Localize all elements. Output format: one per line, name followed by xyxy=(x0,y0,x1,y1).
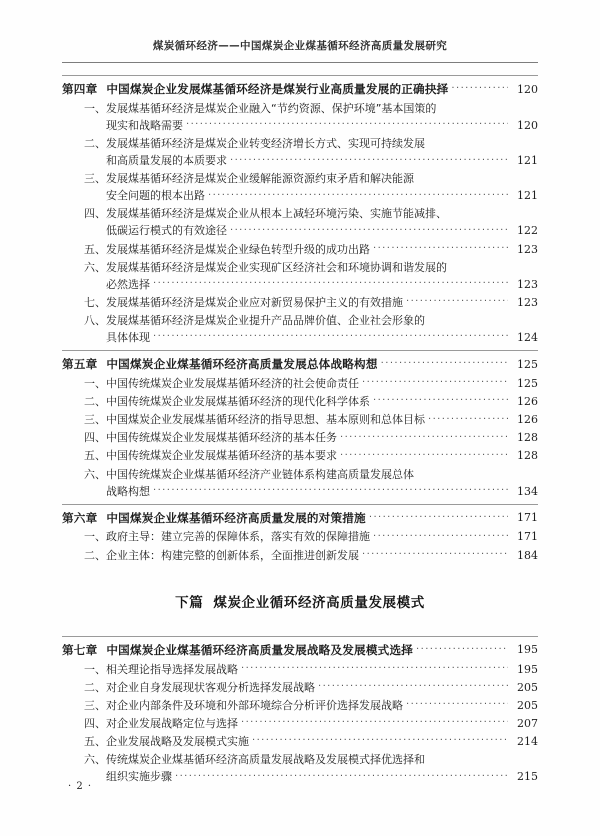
page-number: 120 xyxy=(517,82,538,96)
section-title-line-1: 发展煤基循环经济是煤炭企业实现矿区经济社会和环境协调和谐发展的 xyxy=(106,260,447,274)
section-number: 四、 xyxy=(84,716,106,730)
toc-section-entry[interactable] xyxy=(62,259,538,277)
chapter-title: 中国煤炭企业煤基循环经济高质量发展的对策措施 xyxy=(106,510,366,525)
page-number: 134 xyxy=(517,484,538,498)
toc-section-entry[interactable] xyxy=(62,751,538,769)
leader-dots xyxy=(153,484,508,499)
table-of-contents xyxy=(62,72,538,786)
leader-dots xyxy=(428,413,508,428)
toc-section-entry[interactable] xyxy=(62,100,538,118)
page-number: 123 xyxy=(517,295,538,309)
chapter-title: 中国煤炭企业发展煤基循环经济是煤炭行业高质量发展的正确抉择 xyxy=(106,82,449,96)
section-title-line-1: 中国煤炭企业发展煤基循环经济的指导思想、基本原则和总体目标 xyxy=(106,413,425,427)
section-title-line-1: 对企业发展战略定位与选择 xyxy=(106,716,238,730)
page-number: 122 xyxy=(517,224,538,238)
section-title-line-1: 发展煤基循环经济是煤炭企业转变经济增长方式、实现可持续发展 xyxy=(106,137,425,151)
leader-dots xyxy=(175,770,508,785)
leader-dots xyxy=(241,662,508,677)
section-title-line-1: 发展煤基循环经济是煤炭企业从根本上减轻环境污染、实施节能减排、 xyxy=(106,207,447,221)
section-title-line-1: 发展煤基循环经济是煤炭企业绿色转型升级的成功出路 xyxy=(106,242,370,256)
leader-dots xyxy=(373,394,508,409)
page-number: 214 xyxy=(517,735,538,748)
leader-dots xyxy=(340,431,508,446)
section-title-line-2: 组织实施步骤 xyxy=(106,770,172,784)
leader-dots xyxy=(252,734,508,749)
leader-dots xyxy=(373,530,508,545)
section-title-line-1: 企业主体：构建完整的创新体系，全面推进创新发展 xyxy=(106,548,359,562)
toc-chapter-entry[interactable] xyxy=(62,353,538,375)
section-number: 五、 xyxy=(84,735,106,748)
toc-section-entry[interactable] xyxy=(62,170,538,188)
section-number: 一、 xyxy=(84,662,106,676)
section-title-line-2: 和高质量发展的本质要求 xyxy=(106,154,227,168)
toc-section-entry[interactable] xyxy=(62,375,538,393)
section-number: 四、 xyxy=(84,207,106,221)
toc-section-entry-continuation[interactable] xyxy=(62,330,538,347)
chapter-label: 第七章 xyxy=(62,642,98,657)
toc-section-entry[interactable] xyxy=(62,715,538,733)
leader-dots xyxy=(153,330,508,345)
leader-dots xyxy=(406,295,508,310)
part-heading xyxy=(62,565,538,633)
section-number: 二、 xyxy=(84,680,106,694)
toc-section-entry-continuation[interactable] xyxy=(62,769,538,786)
section-number: 二、 xyxy=(84,548,106,562)
section-number: 六、 xyxy=(84,467,106,481)
leader-dots xyxy=(241,716,508,731)
leader-dots xyxy=(318,680,508,695)
section-title-line-1: 传统煤炭企业煤基循环经济高质量发展战略及发展模式择优选择和 xyxy=(106,753,425,767)
section-number: 四、 xyxy=(84,431,106,445)
section-number: 一、 xyxy=(84,376,106,390)
page-number: 126 xyxy=(517,413,538,427)
toc-chapter-entry[interactable] xyxy=(62,639,538,661)
page-folio: · 2 · xyxy=(68,781,93,792)
leader-dots xyxy=(373,242,508,257)
header-divider-rule xyxy=(62,62,538,63)
toc-section-entry[interactable] xyxy=(62,447,538,465)
section-title-line-1: 企业发展战略及发展模式实施 xyxy=(106,735,249,748)
toc-section-entry[interactable] xyxy=(62,205,538,223)
section-number: 二、 xyxy=(84,395,106,408)
section-title-line-1: 发展煤基循环经济是煤炭企业融入“节约资源、保护环境”基本国策的 xyxy=(106,101,437,115)
page-number: 171 xyxy=(517,530,538,544)
leader-dots xyxy=(208,189,508,204)
chapter-divider-rule xyxy=(62,350,538,351)
section-title-line-2: 低碳运行模式的有效途径 xyxy=(106,224,227,238)
section-title-line-2: 现实和战略需要 xyxy=(106,118,183,132)
section-title-line-1: 发展煤基循环经济是煤炭企业应对新贸易保护主义的有效措施 xyxy=(106,295,403,309)
section-number: 八、 xyxy=(84,313,106,327)
section-number: 五、 xyxy=(84,449,106,463)
leader-dots xyxy=(381,357,508,372)
page-number: 126 xyxy=(517,395,538,408)
section-title-line-1: 对企业内部条件及环境和外部环境综合分析评价选择发展战略 xyxy=(106,698,403,712)
section-title-line-1: 中国传统煤炭企业煤基循环经济产业链体系构建高质量发展总体 xyxy=(106,467,414,481)
leader-dots xyxy=(406,698,508,713)
page-number: 128 xyxy=(517,449,538,463)
page-number: 125 xyxy=(517,357,538,371)
page-number: 125 xyxy=(517,376,538,390)
leader-dots xyxy=(369,511,508,526)
section-title-line-2: 必然选择 xyxy=(106,277,150,291)
chapter-divider-rule xyxy=(62,75,538,76)
chapter-label: 第六章 xyxy=(62,510,98,525)
page-number: 124 xyxy=(517,330,538,344)
section-title-line-1: 中国传统煤炭企业发展煤基循环经济的基本任务 xyxy=(106,431,337,445)
chapter-title: 中国煤炭企业煤基循环经济高质量发展总体战略构想 xyxy=(106,356,378,371)
toc-section-entry[interactable] xyxy=(62,465,538,483)
leader-dots xyxy=(230,154,508,169)
toc-section-entry[interactable] xyxy=(62,679,538,697)
page-number: 121 xyxy=(517,154,538,168)
section-title-line-1: 中国传统煤炭企业发展煤基循环经济的基本要求 xyxy=(106,449,337,463)
toc-section-entry[interactable] xyxy=(62,660,538,678)
page-number: 205 xyxy=(517,680,538,694)
page-number: 123 xyxy=(517,242,538,256)
page-number: 123 xyxy=(517,277,538,291)
running-head: 煤炭循环经济——中国煤炭企业煤基循环经济高质量发展研究 xyxy=(152,40,448,52)
toc-section-entry[interactable] xyxy=(62,240,538,258)
section-title-line-1: 相关理论指导选择发展战略 xyxy=(106,662,238,676)
leader-dots xyxy=(153,277,508,292)
section-number: 五、 xyxy=(84,242,106,256)
section-title-line-1: 中国传统煤炭企业发展煤基循环经济的社会使命责任 xyxy=(106,376,359,390)
leader-dots xyxy=(186,118,508,133)
section-number: 一、 xyxy=(84,530,106,544)
section-number: 三、 xyxy=(84,413,106,427)
page-number: 120 xyxy=(517,118,538,132)
section-title-line-1: 发展煤基循环经济是煤炭企业缓解能源资源约束矛盾和解决能源 xyxy=(106,172,414,186)
section-title-line-1: 中国传统煤炭企业发展煤基循环经济的现代化科学体系 xyxy=(106,395,370,408)
page-number: 184 xyxy=(517,548,538,562)
toc-section-entry-continuation[interactable] xyxy=(62,118,538,135)
toc-section-entry[interactable] xyxy=(62,733,538,751)
toc-chapter-entry[interactable] xyxy=(62,507,538,529)
section-number: 六、 xyxy=(84,260,106,274)
toc-section-entry-continuation[interactable] xyxy=(62,153,538,170)
toc-section-entry[interactable] xyxy=(62,312,538,330)
section-title-line-1: 政府主导：建立完善的保障体系，落实有效的保障措施 xyxy=(106,530,370,544)
toc-chapter-entry[interactable] xyxy=(62,78,538,100)
toc-section-entry[interactable] xyxy=(62,697,538,715)
section-number: 一、 xyxy=(84,101,106,115)
toc-section-entry[interactable] xyxy=(62,528,538,546)
chapter-label: 第四章 xyxy=(62,82,98,96)
toc-section-entry[interactable] xyxy=(62,294,538,312)
part-title: 煤炭企业循环经济高质量发展模式 xyxy=(213,594,425,611)
toc-section-entry-continuation[interactable] xyxy=(62,277,538,294)
chapter-label: 第五章 xyxy=(62,356,98,371)
toc-section-entry[interactable] xyxy=(62,546,538,564)
section-title-line-2: 具体体现 xyxy=(106,330,150,344)
page-number: 195 xyxy=(517,643,538,657)
section-title-line-1: 对企业自身发展现状客观分析选择发展战略 xyxy=(106,680,315,694)
page-number: 195 xyxy=(517,662,538,676)
chapter-divider-rule xyxy=(62,636,538,637)
section-number: 六、 xyxy=(84,753,106,767)
leader-dots xyxy=(362,548,508,563)
page-number: 128 xyxy=(517,431,538,445)
leader-dots xyxy=(362,376,508,391)
section-number: 七、 xyxy=(84,295,106,309)
toc-section-entry[interactable] xyxy=(62,411,538,429)
chapter-divider-rule xyxy=(62,504,538,505)
section-title-line-1: 发展煤基循环经济是煤炭企业提升产品品牌价值、企业社会形象的 xyxy=(106,313,425,327)
section-number: 二、 xyxy=(84,137,106,151)
toc-section-entry-continuation[interactable] xyxy=(62,223,538,240)
page-number: 171 xyxy=(517,511,538,525)
part-label: 下篇 xyxy=(175,594,204,611)
toc-section-entry[interactable] xyxy=(62,135,538,153)
toc-section-entry-continuation[interactable] xyxy=(62,188,538,205)
section-number: 三、 xyxy=(84,172,106,186)
toc-section-entry[interactable] xyxy=(62,429,538,447)
page-number: 207 xyxy=(517,716,538,730)
page-number: 215 xyxy=(517,770,538,784)
toc-section-entry-continuation[interactable] xyxy=(62,484,538,501)
chapter-title: 中国煤炭企业煤基循环经济高质量发展战略及发展模式选择 xyxy=(106,642,414,657)
toc-section-entry[interactable] xyxy=(62,393,538,411)
leader-dots xyxy=(230,224,508,239)
page-number: 121 xyxy=(517,189,538,203)
section-title-line-2: 战略构想 xyxy=(106,484,150,498)
leader-dots xyxy=(451,82,508,97)
leader-dots xyxy=(416,643,508,658)
section-number: 三、 xyxy=(84,698,106,712)
page-number: 205 xyxy=(517,698,538,712)
section-title-line-2: 安全问题的根本出路 xyxy=(106,189,205,203)
leader-dots xyxy=(340,449,508,464)
